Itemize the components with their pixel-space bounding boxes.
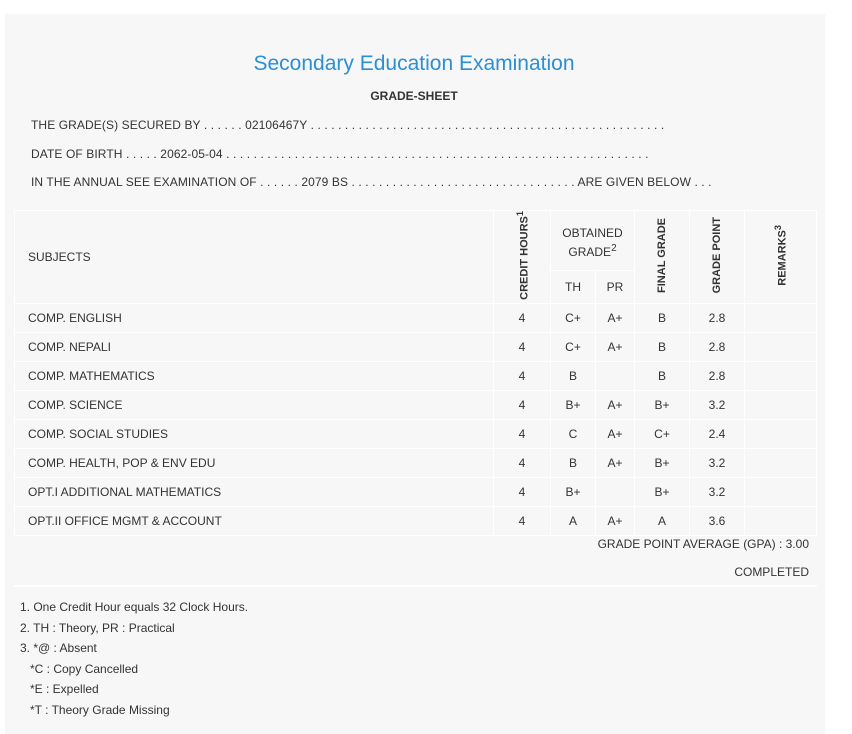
- obtained-grade-header: OBTAINED GRADE$^2$: [551, 211, 635, 271]
- subject-cell: COMP. MATHEMATICS: [15, 361, 494, 390]
- table-row: [15, 506, 817, 535]
- practical-grade-cell: A+: [596, 506, 635, 535]
- theory-grade-cell: C: [551, 419, 596, 448]
- remarks-cell: [745, 303, 817, 332]
- remarks-cell: [745, 477, 817, 506]
- gpa-value: GRADE POINT AVERAGE (GPA) : 3.00: [597, 537, 809, 551]
- final-grade-cell: B: [635, 332, 690, 361]
- footnote: *C : Copy Cancelled: [20, 661, 139, 676]
- theory-grade-cell: B: [551, 361, 596, 390]
- grade-sheet-heading: GRADE-SHEET: [370, 89, 458, 103]
- remarks-header: REMARKS$^3$: [745, 211, 817, 304]
- practical-grade-cell: [596, 361, 635, 390]
- final-grade-header: FINAL GRADE: [635, 211, 690, 304]
- remarks-cell: [745, 419, 817, 448]
- subject-cell: COMP. SCIENCE: [15, 390, 494, 419]
- final-grade-cell: B+: [635, 477, 690, 506]
- credit-cell: 4: [494, 477, 551, 506]
- credit-cell: 4: [494, 448, 551, 477]
- credit-cell: 4: [494, 506, 551, 535]
- subject-cell: COMP. SOCIAL STUDIES: [15, 419, 494, 448]
- credit-cell: 4: [494, 390, 551, 419]
- divider: [14, 585, 817, 587]
- remarks-cell: [745, 361, 817, 390]
- grade-point-header: GRADE POINT: [690, 211, 745, 304]
- table-row: [15, 390, 817, 419]
- credit-cell: 4: [494, 303, 551, 332]
- practical-header: PR: [596, 270, 635, 303]
- grade-point-cell: 3.6: [690, 506, 745, 535]
- subject-cell: OPT.II OFFICE MGMT & ACCOUNT: [15, 506, 494, 535]
- theory-grade-cell: B: [551, 448, 596, 477]
- page-title: Secondary Education Examination: [253, 52, 575, 75]
- remarks-cell: [745, 390, 817, 419]
- table-row: [15, 332, 817, 361]
- final-grade-cell: B+: [635, 390, 690, 419]
- grade-point-cell: 2.8: [690, 332, 745, 361]
- table-row: [15, 419, 817, 448]
- theory-grade-cell: C+: [551, 332, 596, 361]
- practical-grade-cell: A+: [596, 419, 635, 448]
- remarks-cell: [745, 332, 817, 361]
- practical-grade-cell: A+: [596, 303, 635, 332]
- theory-grade-cell: A: [551, 506, 596, 535]
- theory-grade-cell: C+: [551, 303, 596, 332]
- symbol-number-line: THE GRADE(S) SECURED BY . . . . . . 02106467Y . . . . . . . . . . . . . . . . . . . . . . . . . . . . . . . . . . . . . . . . . . . . . . . . . . . .: [31, 118, 665, 132]
- practical-grade-cell: A+: [596, 390, 635, 419]
- table-row: [15, 303, 817, 332]
- table-row: [15, 477, 817, 506]
- footnotes: [20, 597, 248, 720]
- credit-cell: 4: [494, 419, 551, 448]
- grade-point-cell: 2.8: [690, 361, 745, 390]
- grade-point-cell: 2.4: [690, 419, 745, 448]
- footnote: 1. One Credit Hour equals 32 Clock Hours.: [20, 600, 249, 614]
- remarks-cell: [745, 448, 817, 477]
- theory-grade-cell: B+: [551, 390, 596, 419]
- practical-grade-cell: A+: [596, 448, 635, 477]
- grade-point-cell: 3.2: [690, 448, 745, 477]
- footnote: *E : Expelled: [20, 682, 99, 696]
- theory-grade-cell: B+: [551, 477, 596, 506]
- subject-cell: COMP. ENGLISH: [15, 303, 494, 332]
- theory-header: TH: [551, 270, 596, 303]
- credit-hours-header: CREDIT HOURS$^1$: [494, 211, 551, 304]
- grade-point-cell: 3.2: [690, 390, 745, 419]
- final-grade-cell: C+: [635, 419, 690, 448]
- remarks-cell: [745, 506, 817, 535]
- subjects-header: SUBJECTS: [15, 211, 494, 304]
- credit-cell: 4: [494, 361, 551, 390]
- final-grade-cell: A: [635, 506, 690, 535]
- subject-cell: COMP. NEPALI: [15, 332, 494, 361]
- grade-point-cell: 3.2: [690, 477, 745, 506]
- footnote: *T : Theory Grade Missing: [20, 702, 170, 717]
- practical-grade-cell: A+: [596, 332, 635, 361]
- table-row: [15, 361, 817, 390]
- credit-cell: 4: [494, 332, 551, 361]
- final-grade-cell: B: [635, 361, 690, 390]
- date-of-birth-line: DATE OF BIRTH . . . . . 2062-05-04 . . . . . . . . . . . . . . . . . . . . . . . . . . . . . . . . . . . . . . . . . . . . . . . . . . . . . . . . . . . . . .: [31, 147, 649, 161]
- practical-grade-cell: [596, 477, 635, 506]
- subject-cell: COMP. HEALTH, POP & ENV EDU: [15, 448, 494, 477]
- grades-table: [14, 210, 817, 536]
- exam-year-line: IN THE ANNUAL SEE EXAMINATION OF . . . . . . 2079 BS . . . . . . . . . . . . . . . . . . . . . . . . . . . . . . . . . ARE GIVEN BELOW . . .: [31, 175, 712, 189]
- table-row: [15, 448, 817, 477]
- final-grade-cell: B+: [635, 448, 690, 477]
- final-grade-cell: B: [635, 303, 690, 332]
- result-status: COMPLETED: [734, 565, 809, 579]
- subject-cell: OPT.I ADDITIONAL MATHEMATICS: [15, 477, 494, 506]
- footnote: 2. TH : Theory, PR : Practical: [20, 620, 175, 635]
- footnote: 3. *@ : Absent: [20, 641, 97, 655]
- grade-point-cell: 2.8: [690, 303, 745, 332]
